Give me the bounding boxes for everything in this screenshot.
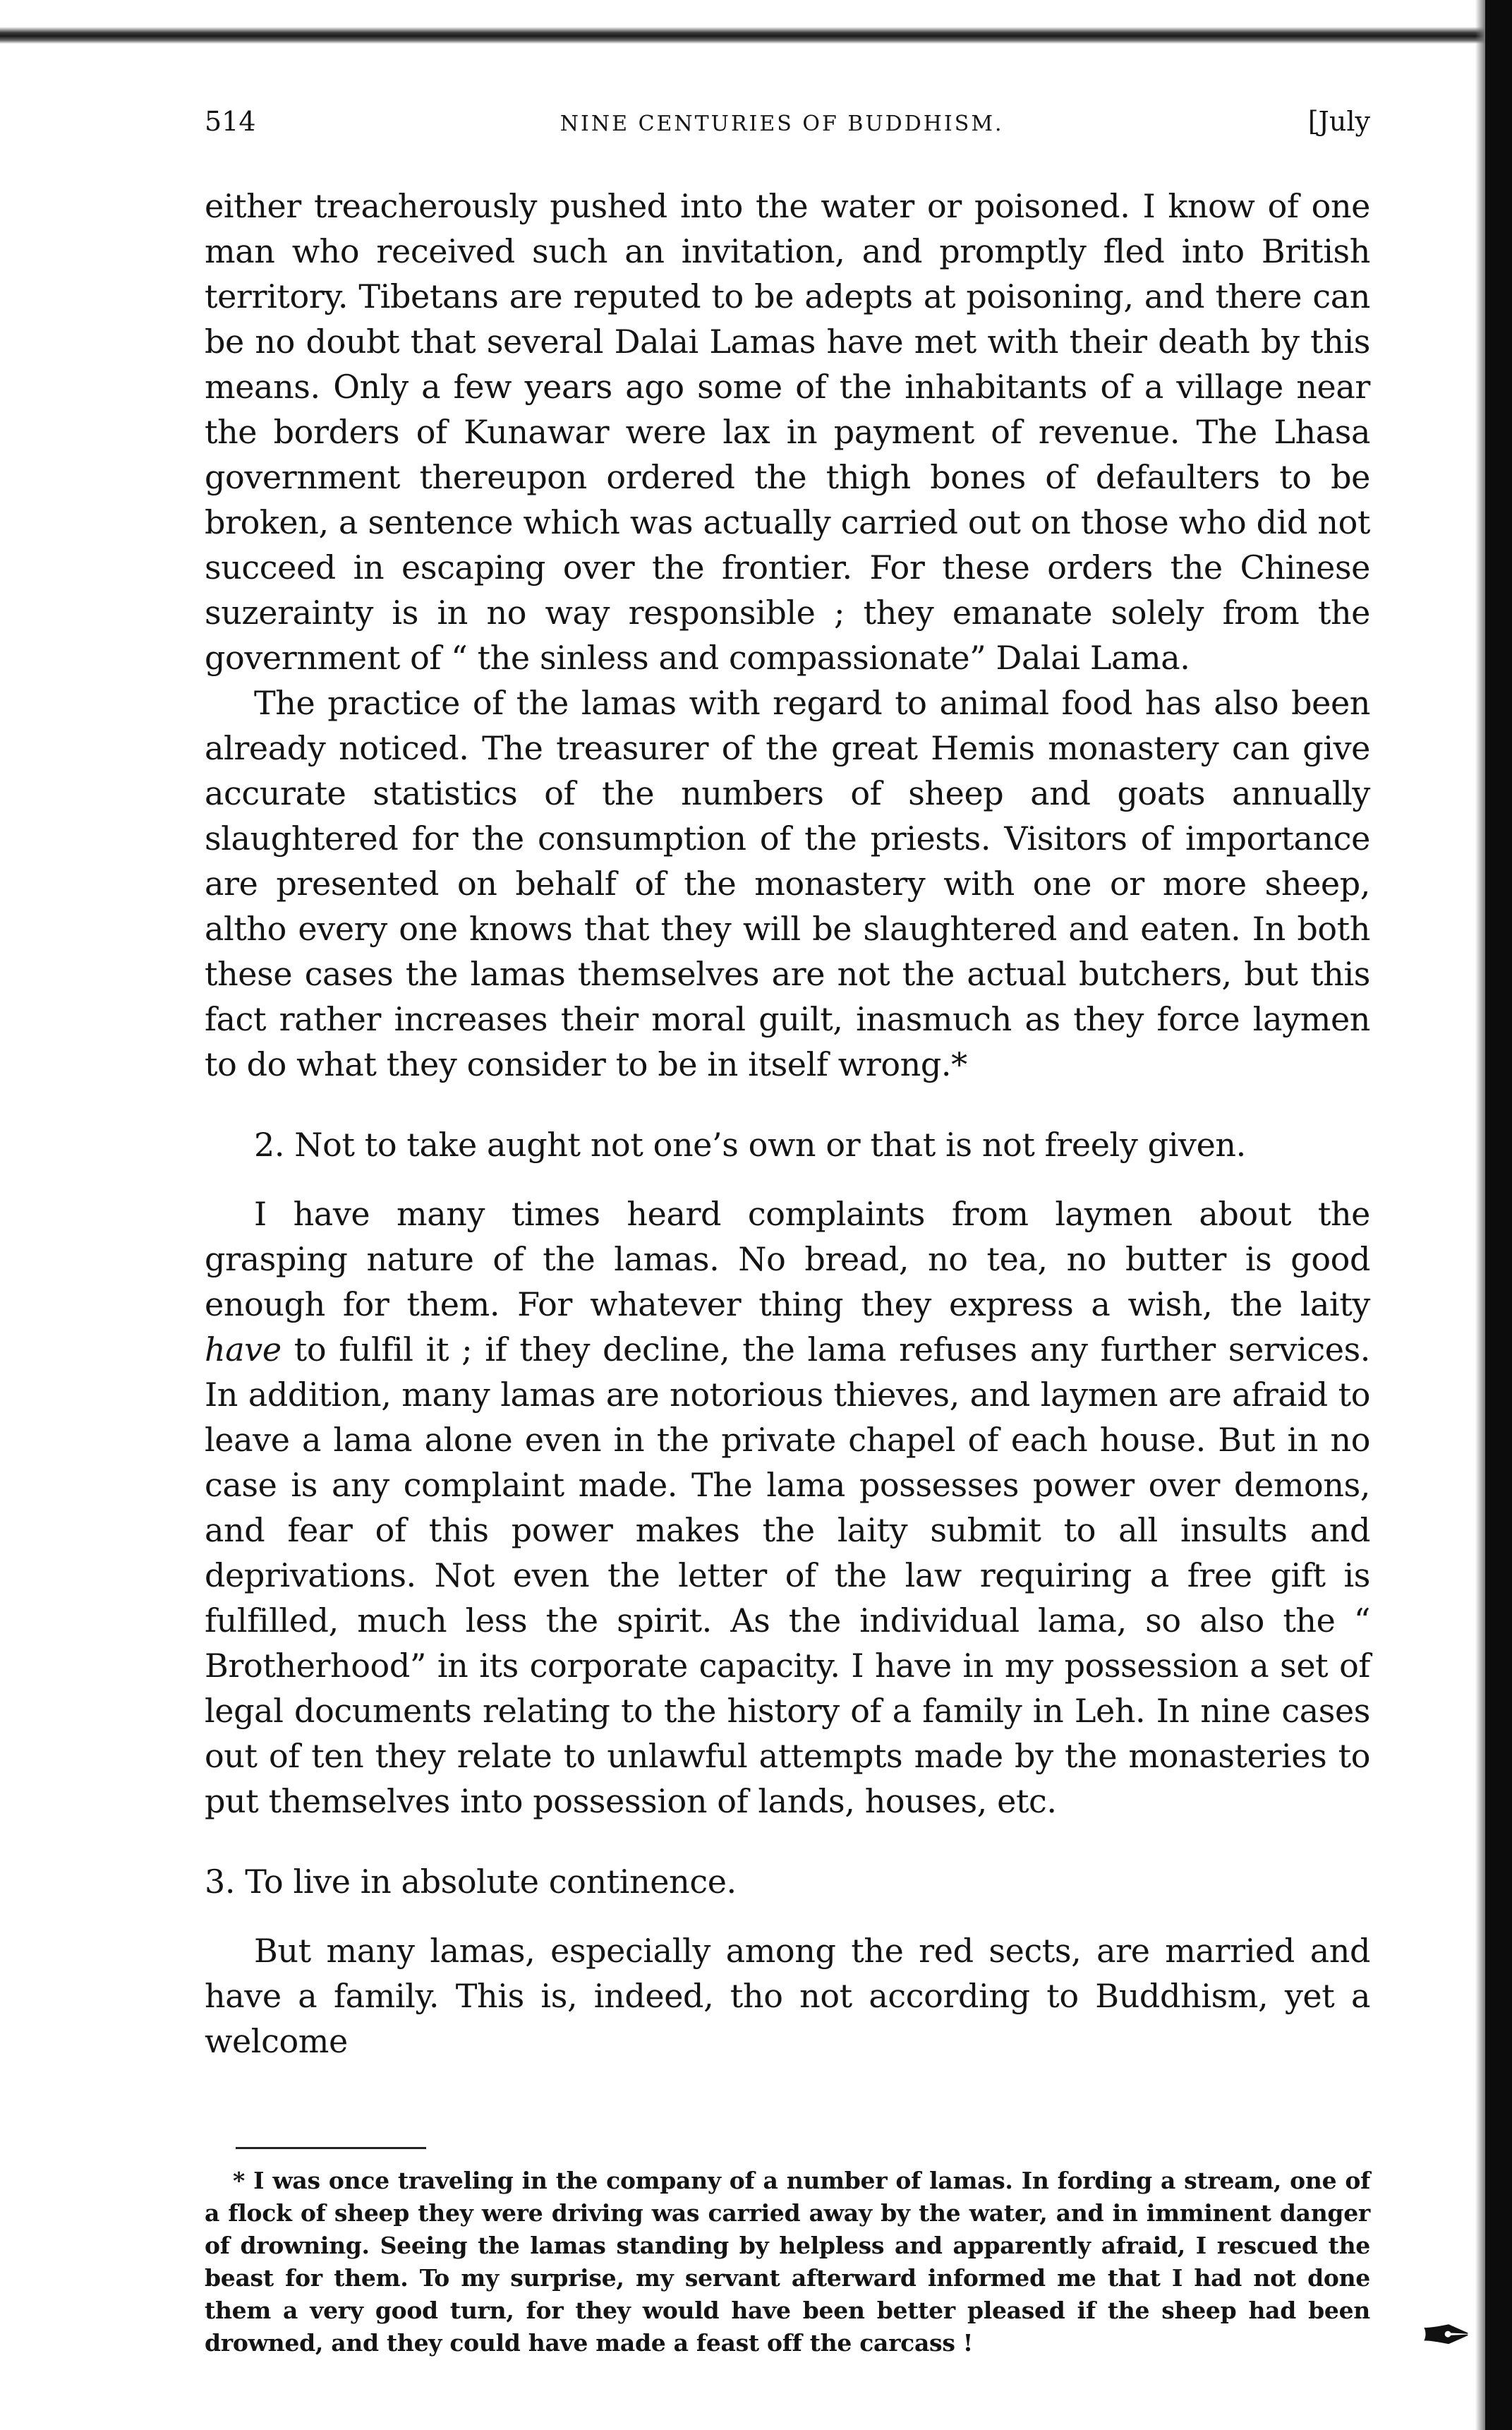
- scan-edge-top: [0, 27, 1512, 44]
- scan-edge-right: [1485, 0, 1512, 2430]
- running-header: [205, 106, 1370, 137]
- paragraph-section-3: But many lamas, especially among the red sects, are married and have a family. This is, indeed, tho not according to Buddhism, yet a welcome: [205, 1932, 1370, 2060]
- paragraph-animal-food: The practice of the lamas with regard to animal food has also been already noticed. The treasurer of the great Hemis monastery can give accurate statistics of the numbers of sheep and goats annually slaughtered for the consumption of the priests. Visitors of importance are presented on behalf of the monastery with one or more sheep, altho every one knows that they will be slaughtered and eaten. In both these cases the lamas themselves are not the actual butchers, but this fact rather increases their moral guilt, inasmuch as they force laymen to do what they consider to be in itself wrong.*: [205, 684, 1370, 1083]
- running-title: NINE CENTURIES OF BUDDHISM.: [560, 112, 1004, 136]
- footnote: [205, 2165, 1370, 2359]
- page-number: 514: [205, 106, 256, 137]
- footnote-rule: [236, 2147, 426, 2149]
- book-page: [205, 106, 1370, 2359]
- paragraph-continued: either treacherously pushed into the water or poisoned. I know of one man who received such an invitation, and promptly fled into British territory. Tibetans are reputed to be adepts at poisoning, and there can be no doubt that several Dalai Lamas have met with their death by this means. Only a few years ago some of the inhabitants of a village near the borders of Kunawar were lax in payment of revenue. The Lhasa government thereupon ordered the thigh bones of defaulters to be broken, a sentence which was actually carried out on those who did not succeed in escaping over the frontier. For these orders the Chinese suzerainty is in no way responsible ; they emanate solely from the government of “ the sinless and compassionate” Dalai Lama.: [205, 187, 1370, 677]
- ink-blot-mark: ✒: [1420, 2299, 1473, 2373]
- footnote-text: * I was once traveling in the company of a number of lamas. In fording a stream, one of a flock of sheep they were driving was carried away by the water, and in imminent danger of drowning. Seeing the lamas standing by helpless and apparently afraid, I rescued the beast for them. To my surprise, my servant afterward informed me that I had not done them a very good turn, for they would have been better pleased if the sheep had been drowned, and they could have made a feast off the carcass !: [205, 2167, 1370, 2357]
- section-heading-2: 2. Not to take aught not one’s own or that is not freely given.: [254, 1126, 1246, 1164]
- section-2-text-b: to fulfil it ; if they decline, the lama refuses any further services. In addition, many lamas are notorious thieves, and laymen are afraid to leave a lama alone even in the private chapel of each house. But in no case is any complaint made. The lama possesses power over demons, and fear of this power makes the laity submit to all insults and deprivations. Not even the letter of the law requiring a free gift is fulfilled, much less the spirit. As the individual lama, so also the “ Brotherhood” in its corporate capacity. I have in my possession a set of legal documents relating to the history of a family in Leh. In nine cases out of ten they relate to unlawful attempts made by the monasteries to put themselves into possession of lands, houses, etc.: [205, 1330, 1370, 1820]
- section-2-italic-word: have: [205, 1330, 282, 1369]
- section-heading-3: 3. To live in absolute continence.: [205, 1863, 737, 1901]
- issue-date: [July: [1307, 106, 1370, 137]
- section-2-text-a: I have many times heard complaints from laymen about the grasping nature of the lamas. No bread, no tea, no butter is good enough for them. For whatever thing they express a wish, the laity: [205, 1195, 1370, 1323]
- body-text: [205, 184, 1370, 2064]
- paragraph-section-2: [205, 1191, 1370, 1824]
